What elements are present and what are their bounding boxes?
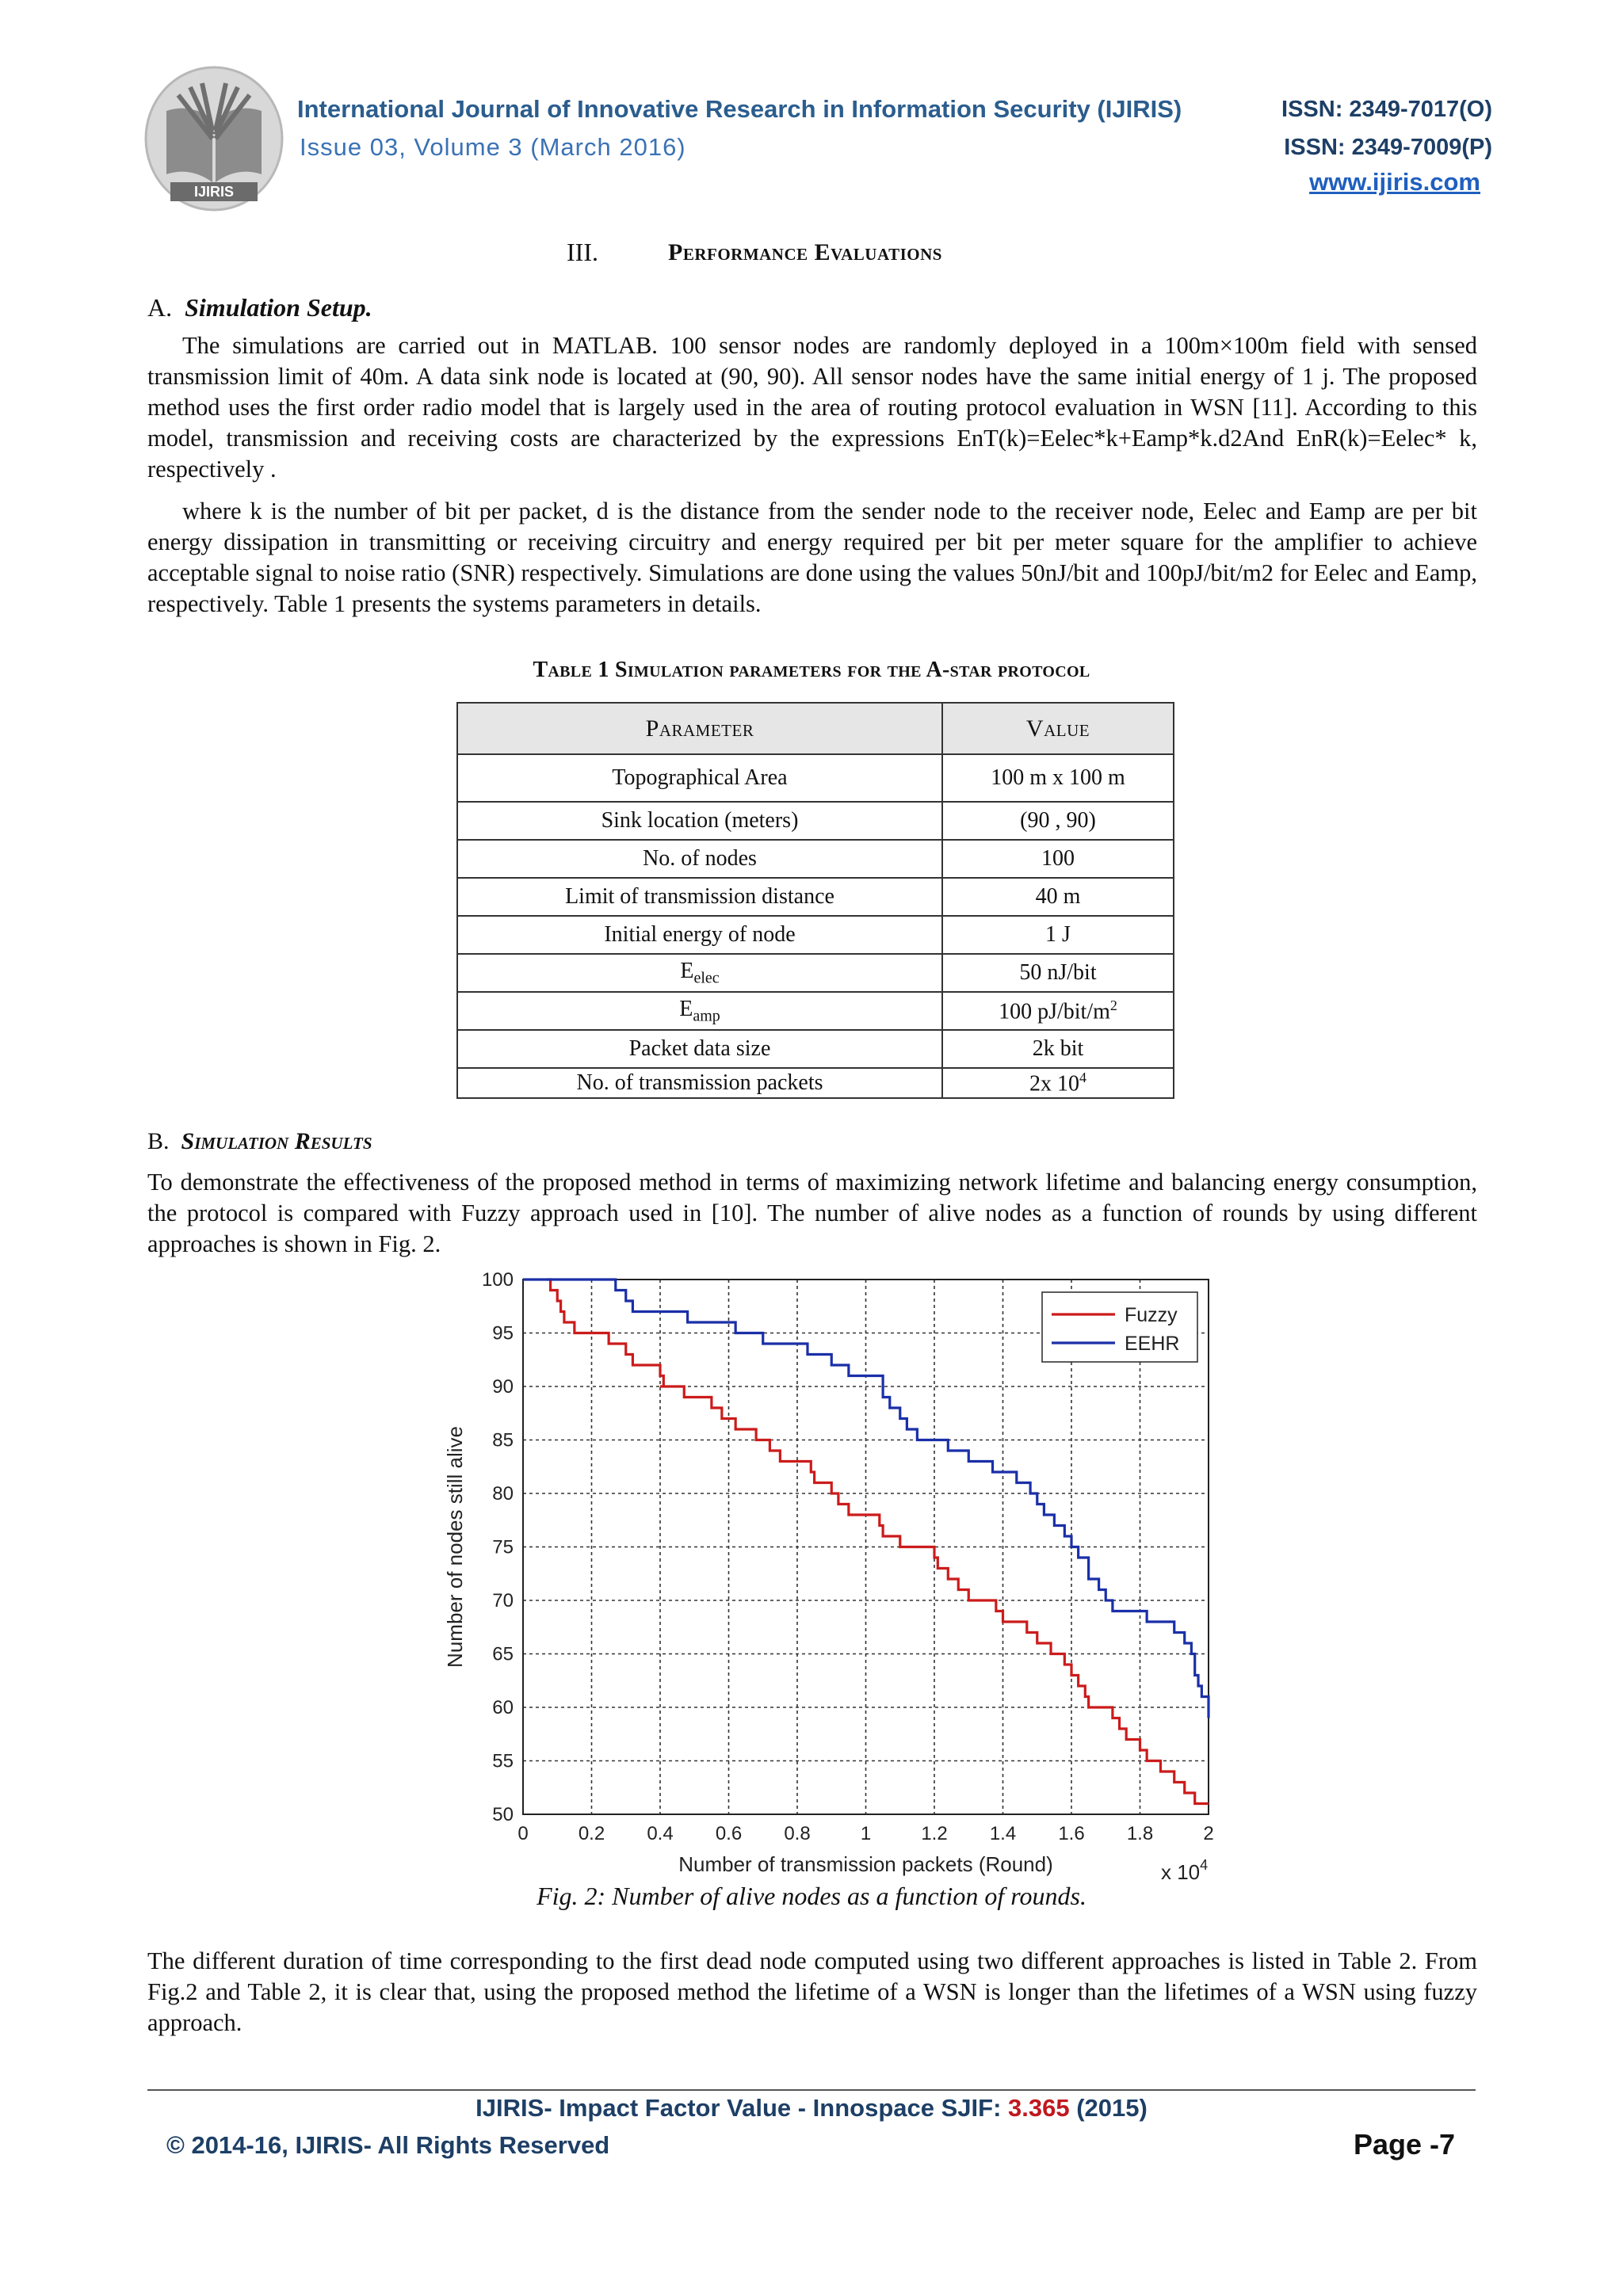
y-tick-label: 60: [492, 1697, 514, 1718]
param-cell: Topographical Area: [457, 754, 942, 802]
y-tick-label: 65: [492, 1643, 514, 1665]
journal-logo: [143, 63, 285, 214]
param-cell: No. of nodes: [457, 840, 942, 878]
table1-caption: Table 1 Simulation parameters for the A-star protocol: [533, 658, 1090, 682]
y-tick-label: 75: [492, 1536, 514, 1558]
param-base: E: [679, 996, 693, 1021]
x-tick-label: 0.8: [784, 1823, 811, 1844]
value-cell: (90 , 90): [942, 802, 1174, 840]
x-tick-label: 2: [1203, 1823, 1214, 1844]
journal-title: International Journal of Innovative Research in Information Security (IJIRIS): [297, 95, 1182, 123]
y-tick-label: 50: [492, 1804, 514, 1825]
value-base: 2x 10: [1029, 1071, 1079, 1097]
y-tick-label: 85: [492, 1429, 514, 1451]
param-cell: Initial energy of node: [457, 916, 942, 954]
x-multiplier-exponent: 4: [1200, 1857, 1209, 1873]
x-tick-label: 1: [860, 1823, 872, 1844]
legend-label: Fuzzy: [1125, 1304, 1178, 1326]
table-row: [457, 916, 1174, 954]
param-cell: Packet data size: [457, 1030, 942, 1068]
subsection-b-label: B.: [147, 1128, 170, 1154]
y-tick-label: 55: [492, 1750, 514, 1772]
param-cell: Sink location (meters): [457, 802, 942, 840]
value-superscript: 2: [1109, 997, 1117, 1013]
journal-url-link[interactable]: www.ijiris.com: [1309, 168, 1480, 196]
paragraph-4: The different duration of time corresponding to the first dead node computed using two different approaches is listed in Table 2. From Fig.2 and Table 2, it is clear that, using the proposed method the lifetime of a WSN is longer than the lifetimes of a WSN using fuzzy approach.: [147, 1947, 1477, 2036]
value-cell: 2k bit: [942, 1030, 1174, 1068]
table-header-parameter: Parameter: [457, 703, 942, 754]
paragraph-conclusion: [147, 1946, 1477, 2039]
x-axis-label: Number of transmission packets (Round): [678, 1852, 1053, 1876]
parameters-table: [456, 702, 1174, 1099]
x-tick-label: 0.2: [578, 1823, 605, 1844]
param-cell: [457, 954, 942, 992]
value-cell: [942, 992, 1174, 1030]
issn-print: ISSN: 2349-7009(P): [1284, 135, 1492, 160]
param-cell: Limit of transmission distance: [457, 878, 942, 916]
y-tick-label: 80: [492, 1483, 514, 1505]
paragraph-2: where k is the number of bit per packet, d is the distance from the sender node to the receiver node, Eelec and Eamp are per bit energy dissipation in transmitting or receiving circuitry and energy required per bit per meter square for the amplifier to achieve acceptable signal to noise ratio (SNR) respectively. Simulations are done using the values 50nJ/bit and 100pJ/bit/m2 for Eelec and Eamp, respectively. Table 1 presents the systems parameters in details.: [147, 498, 1477, 617]
value-cell: 50 nJ/bit: [942, 954, 1174, 992]
impact-factor-line: [0, 2094, 1623, 2122]
y-tick-label: 95: [492, 1322, 514, 1344]
subsection-b-title: Simulation Results: [181, 1128, 372, 1154]
figure-caption: Fig. 2: Number of alive nodes as a function of rounds.: [537, 1882, 1086, 1910]
table-row: [457, 1030, 1174, 1068]
issn-online: ISSN: 2349-7017(O): [1281, 97, 1492, 122]
paragraph-simulation-setup: [147, 330, 1477, 485]
value-cell: 1 J: [942, 916, 1174, 954]
table-row: [457, 802, 1174, 840]
value-base: 100 pJ/bit/m: [999, 999, 1110, 1024]
subsection-a-title: Simulation Setup.: [185, 293, 372, 322]
x-tick-label: 0.6: [715, 1823, 743, 1844]
table-row: [457, 954, 1174, 992]
x-tick-label: 1.2: [921, 1823, 948, 1844]
param-base: E: [680, 958, 694, 983]
copyright: © 2014-16, IJIRIS- All Rights Reserved: [166, 2131, 610, 2159]
param-subscript: amp: [693, 1007, 720, 1025]
value-cell: 100: [942, 840, 1174, 878]
x-tick-label: 1.6: [1058, 1823, 1085, 1844]
section-number: III.: [567, 238, 598, 266]
x-tick-label: 1.8: [1126, 1823, 1154, 1844]
param-cell: No. of transmission packets: [457, 1068, 942, 1098]
y-tick-label: 100: [481, 1269, 514, 1291]
section-title: Performance Evaluations: [668, 239, 942, 265]
paragraph-energy-model: [147, 496, 1477, 620]
issue-info: Issue 03, Volume 3 (March 2016): [300, 133, 686, 161]
footer-divider: [147, 2089, 1476, 2091]
subsection-a-label: A.: [147, 293, 173, 322]
page-number: Page -7: [1353, 2128, 1455, 2161]
table-row: [457, 840, 1174, 878]
x-multiplier-base: x 10: [1161, 1860, 1201, 1884]
paragraph-results: [147, 1167, 1477, 1260]
param-cell: [457, 992, 942, 1030]
legend-label: EEHR: [1125, 1333, 1180, 1355]
paragraph-1: The simulations are carried out in MATLAB. 100 sensor nodes are randomly deployed in a 100m×100m field with sensed transmission limit of 40m. A data sink node is located at (90, 90). All sensor nodes have the same initial energy of 1 j. The proposed method uses the first order radio model that is largely used in the area of routing protocol evaluation in WSN [11]. According to this model, transmission and receiving costs are characterized by the expressions EnT(k)=Eelec*k+Eamp*k.d2And EnR(k)=Eelec* k, respectively .: [147, 332, 1477, 482]
table-header-value: Value: [942, 703, 1174, 754]
table-row: [457, 992, 1174, 1030]
table-row: [457, 1068, 1174, 1098]
subsection-b-heading: [147, 1128, 372, 1155]
y-tick-label: 90: [492, 1376, 514, 1398]
table-row: [457, 878, 1174, 916]
subsection-a-heading: [147, 293, 372, 322]
value-cell: 100 m x 100 m: [942, 754, 1174, 802]
y-axis-label: Number of nodes still alive: [443, 1426, 467, 1668]
impact-prefix: IJIRIS- Impact Factor Value - Innospace SJIF:: [475, 2094, 1009, 2122]
value-superscript: 4: [1079, 1069, 1086, 1085]
table-row: [457, 754, 1174, 802]
chart-legend: [1042, 1292, 1197, 1362]
value-cell: [942, 1068, 1174, 1098]
x-tick-label: 1.4: [989, 1823, 1017, 1844]
x-tick-label: 0.4: [647, 1823, 674, 1844]
impact-value: 3.365: [1008, 2094, 1070, 2122]
paragraph-3: To demonstrate the effectiveness of the proposed method in terms of maximizing network lifetime and balancing energy consumption, the protocol is compared with Fuzzy approach used in [10]. The number of alive nodes as a function of rounds by using different approaches is shown in Fig. 2.: [147, 1169, 1477, 1257]
x-multiplier-label: [1161, 1857, 1208, 1884]
value-cell: 40 m: [942, 878, 1174, 916]
logo-text: IJIRIS: [193, 184, 235, 200]
impact-suffix: (2015): [1069, 2094, 1148, 2122]
alive-nodes-chart: [440, 1268, 1224, 1886]
y-tick-label: 70: [492, 1590, 514, 1611]
param-subscript: elec: [693, 969, 720, 987]
x-tick-label: 0: [517, 1823, 529, 1844]
